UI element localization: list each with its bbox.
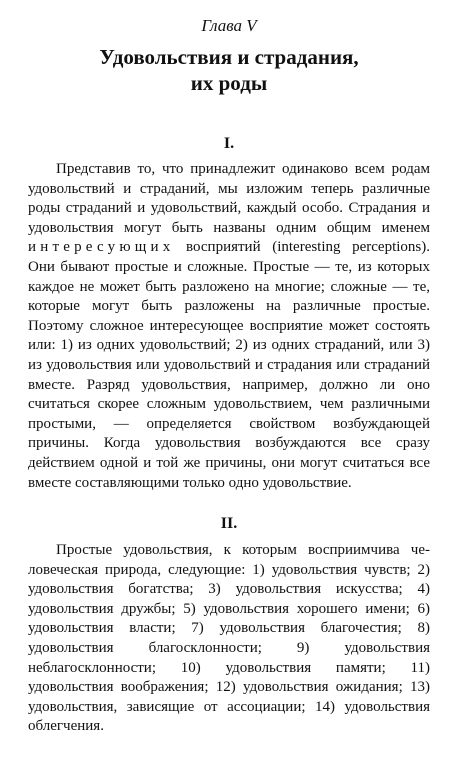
section-1-paragraph xyxy=(28,160,430,493)
section-1-text-start: Представив то, что принадлежит одинаково всем родам удовольствий и страданий, мы изложим теперь различные роды страданий и удовольствий, каждый особо. Страдания и удовольствия могут быть названы одним общим именем xyxy=(28,161,430,236)
section-heading-1: I. xyxy=(223,135,235,152)
chapter-label: Глава V xyxy=(201,16,257,35)
chapter-title xyxy=(0,44,458,96)
section-2-paragraph: Простые удовольствия, к которым восприимчива человеческая природа, следующие: 1) удовольствия чувств; 2) удовольствия богатства; 3) удовольствия искусства; 4) удовольствия дружбы; 5) удовольствия хорошего имени; 6) удовольствия власти; 7) удовольствия благочестия; 8) удовольствия благосклонности; 9) удовольствия неблагосклонности; 10) удовольствия памяти; 11) удовольствия воображения; 12) удовольствия ожидания; 13) удовольствия, зависящие от ассоциации; 14) удовольствия облегчения. xyxy=(28,542,430,735)
section-1-text-end: восприятий (interesting perceptions). Они бывают простые и сложные. Простые — те, из которых каждое не может быть разложено на многие; сложные — те, которые могут быть разложены на различные простые. Поэтому сложное интересующее восприятие может состоять или: 1) из одних удовольствий; 2) из одних страданий, или 3) из удовольствия или удовольствий и страдания или страданий вместе. Разряд удовольствия, например, должно ли оно считаться скорее сложным удовольствием, чем различными простыми, — определяется свойством возбуждающей причины. Когда удовольствия возбуждаются все сразу действием одной и той же причины, они могут считаться все вместе составляющими только одно удовольствие. xyxy=(28,239,430,491)
chapter-title-line-2: их роды xyxy=(190,71,268,95)
section-heading-2: II. xyxy=(220,515,238,532)
section-1-spaced-word: интересующих xyxy=(28,239,175,256)
chapter-title-line-1: Удовольствия и страдания, xyxy=(99,45,359,69)
